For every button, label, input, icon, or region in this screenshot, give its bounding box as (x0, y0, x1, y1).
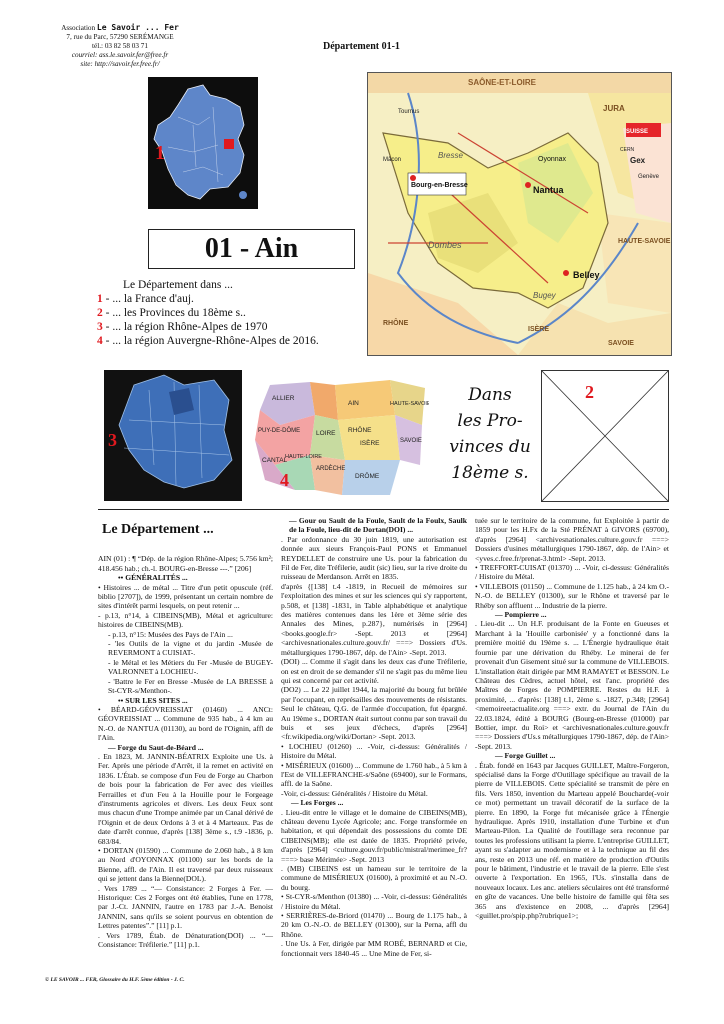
map4-label: HAUTE-LOIRE (285, 454, 322, 460)
paragraph: . Étab. fondé en 1643 par Jacques GUILLET, Maître-Forgeron, spécialisé dans la Forge d'Outillage spécifique au travail de la pierre de VILLEBOIS. Cette spécialité se transmit de père en fils. Vers 1850, invention du Marteau appelé Boucharde(-voir ce mot) permettant un travail décoratif de la surface de la pierre. En 1890, la Forge fut mécanisée grâce à l'Énergie hydraulique. Après 1910, installation d'une Turbine et d'un Marteau-Pilon. La Qualité de l'outillage sera reconnue par toutes les professions utilisant la pierre. L'entreprise GUILLET, ayant su s'adapter au modernisme et à la technique au fil des ans, reste en 2013 une réf. en matière de production d'Outils pour le bâtiment, l'industrie et le travail de la pierre. Elle s'est ouverte à l'exportation. En 1965, l'Us. s'installa dans de nouveaux locaux. Les anc. ateliers séculaires ont été transformé en gîte de vacances. Une belle histoire de famille qui fêta ses 365 ans d'existence en 2008, ... d'après [2964] <guillet.pro/spip.php?rubrique1>; (475, 760, 669, 921)
map-label-bourg: Bourg-en-Bresse (411, 182, 468, 189)
paragraph: - p.13, n°14, à CIBEINS(MB), Métal et agriculture: histoires de CIBEINS(MB). (98, 610, 273, 630)
assoc-address: 7, rue du Parc, 57290 SERÉMANGE (66, 33, 174, 41)
map4-number: 4 (280, 470, 289, 490)
paragraph: . (MB) CIBEINS est un hameau sur le territoire de la commune de MISÉRIEUX (01600), à proximité et au N.-O. du bourg. (281, 864, 467, 892)
intro-item: 1 - ... la France d'auj. (97, 293, 194, 305)
paragraph: •• GÉNÉRALITÉS ... (118, 573, 188, 583)
paragraph: — Forge Guillet ... (495, 751, 556, 761)
intro-block (97, 278, 359, 348)
section-title: Le Département ... (102, 522, 214, 537)
map-label-macon: Mâcon (383, 157, 402, 163)
paragraph: . Vers 1789 ... “— Consistance: 2 Forges à Fer. — Historique: Ces 2 Forges ont été établies, l'une en 1778, par J.-Ct. JANNIN, l'autre en 1783 par J.-A. Benoist JANNIN, sans qu'ils se soient pourvus en obtention de Lettres patentes”.” [11] p.1. (98, 883, 273, 931)
provinces-caption: Dans les Pro- vinces du 18ème s. (449, 385, 531, 483)
intro-item: 3 - ... la région Rhône-Alpes de 1970 (97, 321, 268, 333)
map-label-tournus: Tournus (398, 109, 420, 115)
intro-item: 2 - ... les Provinces du 18ème s.. (97, 307, 246, 319)
map-label-rhone: RHÔNE (383, 320, 409, 327)
map-label-savoie: SAVOIE (608, 340, 634, 347)
map-label-oyonnax: Oyonnax (538, 156, 567, 163)
assoc-site: site: http://savoir.fer.free.fr/ (80, 60, 160, 68)
paragraph: • VILLEBOIS (01150) ... Commune de 1.125 hab., à 24 km O.-N.-O. de BELLEY (01300), sur le Rhône et traversé par le Rhéby son affluent ... Industrie de la pierre. (475, 581, 669, 610)
paragraph: . Vers 1789, Étab. de Dénaturation(DOI) ... “— Consistance: Tréfilerie.” [11] p.1. (98, 930, 273, 950)
map4-label: HAUTE-SAVOIE (390, 401, 429, 407)
provinces-placeholder-box (541, 370, 669, 502)
paragraph: — Les Forges ... (291, 798, 344, 808)
text-column-2 (281, 516, 467, 958)
paragraph: • Histoires ... de métal ... Titre d'un petit opuscule (réf. biblio [2707]), de 1999, présentant un certain nombre de sites d'intérêt parmi lesquels, on peut retenir ... (98, 582, 273, 611)
map4-label: LOIRE (316, 430, 336, 437)
map4-label: ARDÈCHE (316, 466, 346, 472)
auvergne-rhone-alpes-map (250, 370, 429, 501)
map4-label: AIN (348, 400, 359, 407)
map-label-bugey: Bugey (533, 291, 556, 300)
map-label-nantua: Nantua (533, 185, 564, 195)
map4-label: RHÔNE (348, 427, 372, 434)
map-label-belley: Belley (573, 270, 600, 280)
map3-number: 3 (108, 430, 117, 450)
map-label-jura: JURA (603, 104, 625, 113)
paragraph: — Pompierre ... (495, 610, 547, 620)
paragraph: . En 1823, M. JANNIN-BÉATRIX Exploite une Us. à Fer. Après une période d'Arrêt, il la remet en activité en 1836. L'Étab. se compose d'un Feu de Forge au Charbon de bois pour la fabrication de Fer avec des vieilles Ferrailles et d'un Feu à la Houille pour le Forgeage d'instruments agricoles et divers. Les deux Feux sont mus chacun d'une Trompe animée par un Canal dérivé de l'Oignin et de deux Ordons à 3 et à 4 Marteaux. Pas de date d'arrêt connue, d'après [138] 3ème s., t.9 -1836, p. 683/84. (98, 751, 273, 846)
paragraph: - le Métal et les Métiers du Fer -Musée de BUGEY-VALRONNET à LOCHIEU-. (108, 657, 273, 677)
paragraph: tuée sur le territoire de la commune, fut Exploitée à partir de 1859 pour les H.Fx de la Sté PRÉNAT à GIVORS (69700), d'après [2964] <archivesnationales.culture.gouv.fr ===> Dossiers d'usines métallurgiques 1790-1867, dép. de l'Ain> et <yves.c.free.fr/prenat-3.html> -Sept. 2013. (475, 516, 669, 563)
intro-lead: Le Département dans ... (123, 279, 233, 291)
paragraph: . Par ordonnance du 30 juin 1819, une autorisation est donnée aux sieurs François-Paul PONS et Emmanuel REYDELLET de construire une Us. pour la fabrication du Fil de Fer, dite Tréfilerie, audit (sic) lieu, sur la rive droite du ruisseau de Merdanson. Arrêt en 1835. (281, 534, 467, 582)
text-column-1 (98, 522, 273, 950)
page-title: 01 - Ain (148, 229, 355, 269)
divider (98, 509, 669, 510)
map-label-cern: CERN (620, 147, 635, 153)
map4-label: DRÔME (355, 473, 380, 480)
paragraph: • BÉARD-GÉOVREISSIAT (01460) ... ANCt: GÉOVREISSIAT ... Commune de 935 hab., à 4 km au N.-O. de NANTUA (01130), au bord de l'Oignin, affl de l'Ain. (98, 704, 273, 743)
map-label-dombes: Dombes (428, 240, 462, 250)
association-header (50, 23, 190, 69)
map-label-suisse: SUISSE (626, 129, 649, 135)
paragraph: • SERRIÈRES-de-Briord (01470) ... Bourg de 1.175 hab., à 20 km O.-N.-O. de BELLEY (01300), sur la Perna, affl du Rhône. (281, 911, 467, 939)
map-label-isere: ISÈRE (528, 326, 550, 333)
text-column-3 (475, 516, 669, 920)
paragraph: - p.13, n°15: Musées des Pays de l'Ain ... (108, 629, 233, 639)
map-label-haute-savoie: HAUTE-SAVOIE (618, 238, 671, 245)
paragraph: • DORTAN (01590) ... Commune de 2.060 hab., à 8 km au Nord d'OYONNAX (01100) sur les bords de la Bienne, affl. de l'Ain. Il est traversé par deux ruisseaux qui se jettent dans la Bienne(DOL). (98, 846, 273, 884)
assoc-prefix: Association (61, 24, 96, 32)
ain-region-map (367, 72, 672, 356)
paragraph: (DOI) ... Comme il s'agit dans les deux cas d'une Tréfilerie, on est en droit de se demander s'il ne s'agit pas du même lieu qui est concerné par cet activité. (281, 657, 467, 685)
france-map-number: 1 (155, 142, 165, 164)
paragraph: . Lieu-dit ... Un H.F. produisant de la Fonte en Gueuses et Marchant à la 'Houille carbonisée' y a fonctionné dans la première moitié du 19ème s. ... L'Énergie hydraulique était fournie par une dérivation du Rhéby. Le minerai de fer provenait d'un Gisement situé sur la commune de VILLEBOIS. L'installation était dirigée par MM RAMAYET et BESSON. Le Château des Cèdres, actuel hôtel, est l'anc. propriété des Maîtres de Forges de POMPIERRE. Restes du H.F. à proximité, ... d'après: [138] t.1, 2ème s. -1827, p.348; [2964] <memoireetactualite.org ===> extr. du Journal de l'Ain du 22.03.1824, édité à BOURG (Bourg-en-Bresse (01000) par Bottier, impr. du Roi> et <archivesnationales.culture.gouv.fr ===> Dossiers d'Us.s métallurgiques 1790-1867, dép. de l'Ain> -Sept. 2013. (475, 619, 670, 751)
department-label: Département 01-1 (323, 41, 400, 52)
paragraph: • TREFFORT-CUISAT (01370) ... -Voir, ci-dessus: Généralités / Histoire du Métal. (475, 563, 669, 582)
paragraph: • LOCHIEU (01260) ... -Voir, ci-dessus: Généralités / Histoire du Métal. (281, 741, 467, 761)
map4-label: ISÈRE (360, 440, 380, 447)
paragraph: • MISÉRIEUX (01600) ... Commune de 1.760 hab., à 5 km à l'Est de VILLEFRANCHE-s/Saône (69400), sur le Formans, affl. de la Saône. (281, 760, 467, 789)
footer-copyright: © LE SAVOIR ... FER, Glossaire du H.F. 5ème édition - J. C. (45, 977, 185, 983)
paragraph: - 'les Outils de la vigne et du jardin -Musée de REVERMONT à CUISIAT-. (108, 639, 273, 658)
provinces-number: 2 (585, 382, 594, 402)
paragraph: . Une Us. à Fer, dirigée par MM ROBÉ, BERNARD et Cie, fonctionnait vers 1840-45 ... Une Mine de Fer, si- (281, 939, 467, 958)
paragraph: •• SUR LES SITES ... (118, 695, 188, 705)
paragraph: — Forge du Saut-de-Béard ... (108, 742, 204, 752)
paragraph: d'après {[138] t.4 -1819, in Recueil de mémoires sur l'exploitation des mines et sur les sciences qui s'y rapportent, p.508, et [138] -1831, in Table alphabétique et analytique des matières contenues dans les 1ère et 3ème série des Annales des Mines, p.287}, numérisés in [2964] <books.google.fr> -Sept. 2013 et [2964] <archivesnationales.culture.gouv.fr/ ===> Dossiers d'Us. métallurgiques 1790-1867, dép. de l'Ain> -Sept. 2013. (281, 581, 467, 657)
assoc-name: Le Savoir ... Fer (96, 23, 179, 32)
map4-label: CANTAL (262, 457, 288, 464)
assoc-tel: tél.: 03 82 58 03 71 (92, 42, 148, 50)
map4-label: ALLIER (272, 395, 295, 402)
map-label-bresse: Bresse (438, 151, 463, 160)
map-label-gex: Gex (630, 156, 646, 165)
assoc-email: courriel: ass.le.savoir.fer@free.fr (71, 51, 169, 59)
map4-label: PUY-DE-DÔME (258, 428, 301, 434)
paragraph: . Lieu-dit entre le village et le domaine de CIBEINS(MB), château devenu Lycée Agricole; anc. Forge transformée en habitation, et qui dépendait des possessions du comte DE CIBEINS(MB); elle est datée de 1835. Propriété privée, d'après [2964] <culture.gouv.fr/public/mistral/merimee_fr? ===> base Mérimée> -Sept. 2013 (281, 807, 467, 864)
paragraph: -Voir, ci-dessus: Généralités / Histoire du Métal. (281, 788, 428, 798)
map-label-geneve: Genève (638, 174, 660, 180)
paragraph: (DO2) ... Le 22 juillet 1944, la majorité du bourg fut brûlée par l'occupant, en représailles des mouvements de résistants. Seul le château, Q.G. de l'armée d'occupation, fut épargné. Au 19ème s., DORTAN était surtout connu par son travail du buis et ses jeux d'échecs, d'après [2964] <fr.wikipedia.org/wiki/Dortan> -Sept. 2013. (281, 685, 467, 742)
ain-highlight (224, 139, 234, 149)
paragraph: — Gour ou Sault de la Foule, Sault de la Foulx, Saulk de la Foule, lieu-dit de Dortan(DOI) ... (289, 516, 467, 535)
map4-label: SAVOIE (400, 438, 422, 444)
intro-item: 4 - ... la région Auvergne-Rhône-Alpes de 2016. (97, 335, 319, 347)
paragraph: AIN (01) : ¶ “Dép. de la région Rhône-Alpes; 5.756 km²; 418.456 hab.; ch.-l. BOURG-en-Bresse ---.” [206] (98, 554, 273, 573)
paragraph: - 'Battre le Fer en Bresse -Musée de LA BRESSE à St-CYR-s/Menthon-. (108, 676, 273, 696)
rhone-alpes-map (104, 370, 242, 501)
map-label-top: SAÔNE-ET-LOIRE (468, 78, 537, 87)
paragraph: • St-CYR-s/Menthon (01380) ... -Voir, ci-dessus: Généralités / Histoire du Métal. (281, 892, 467, 911)
